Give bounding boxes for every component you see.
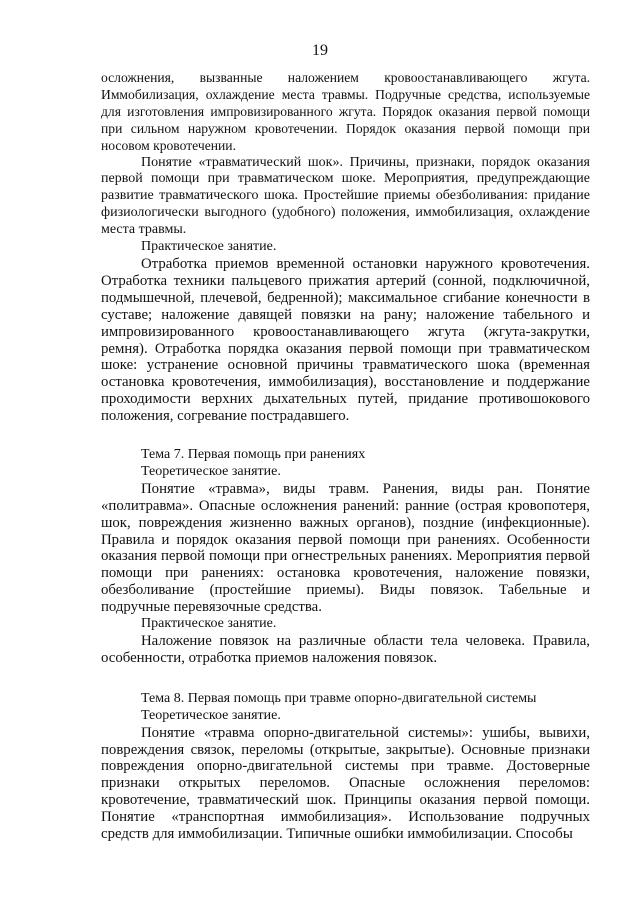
page-number: 19 [312,42,328,59]
paragraph-bleeding-practice: Отработка приемов временной остановки наружного кровотечения. Отработка техники пальцевого прижатия артерий (сонной, подключичной, подмышечной, плечевой, бедренной); максимальное сгибание конечности в суставе; наложение давящей повязки на рану; наложение табельного и импровизированного кровоостанавливающего жгута (жгута-закрутки, ремня). Отработка порядка оказания первой помощи при травматическом шоке: устранение основной причины травматического шока (временная остановка кровотечения, иммобилизация), восстановление и поддержание проходимости верхних дыхательных путей, придание противошокового положения, согревание пострадавшего. [101,255,590,425]
paragraph-bandages: Наложение повязок на различные области тела человека. Правила, особенности, отработка приемов наложения повязок. [101,633,590,666]
practical-session-label-2: Практическое занятие. [141,616,277,632]
topic-8-title: Тема 8. Первая помощь при травме опорно-двигательной системы [141,690,537,706]
paragraph-wounds-theory: Понятие «травма», виды травм. Ранения, виды ран. Понятие «политравма». Опасные осложнения ранений: ранние (острая кровопотеря, шок, повреждения жизненно важных органов), поздние (инфекционные). Правила и порядок оказания первой помощи при ранениях. Особенности оказания первой помощи при огнестрельных ранениях. Мероприятия первой помощи при ранениях: остановка кровотечения, наложение повязки, обезболивание (простейшие приемы). Виды повязок. Табельные и подручные перевязочные средства. [101,480,590,616]
paragraph-traumatic-shock: Понятие «травматический шок». Причины, признаки, порядок оказания первой помощи при травматическом шоке. Мероприятия, предупреждающие развитие травматического шока. Простейшие приемы обезболивания: придание физиологически выгодного (удобного) положения, иммобилизация, охлаждение места травмы. [101,154,590,238]
paragraph-complications: осложнения, вызванные наложением кровоостанавливающего жгута. Иммобилизация, охлаждение места травмы. Подручные средства, используемые для изготовления импровизированного жгута. Порядок оказания первой помощи при сильном наружном кровотечении. Порядок оказания первой помощи при носовом кровотечении. [101,70,590,153]
topic-7-title: Тема 7. Первая помощь при ранениях [141,447,366,463]
practical-session-label: Практическое занятие. [141,239,277,255]
theory-session-label-2: Теоретическое занятие. [141,707,281,723]
theory-session-label: Теоретическое занятие. [141,463,281,479]
paragraph-musculoskeletal: Понятие «травма опорно-двигательной системы»: ушибы, вывихи, повреждения связок, переломы (открытые, закрытые). Основные признаки повреждения опорно-двигательной системы при травме. Достоверные признаки открытых переломов. Опасные осложнения переломов: кровотечение, травматический шок. Принципы оказания первой помощи. Понятие «транспортная иммобилизация». Использование подручных средств для иммобилизации. Типичные ошибки иммобилизации. Способы [101,724,590,843]
document-body [101,70,590,843]
